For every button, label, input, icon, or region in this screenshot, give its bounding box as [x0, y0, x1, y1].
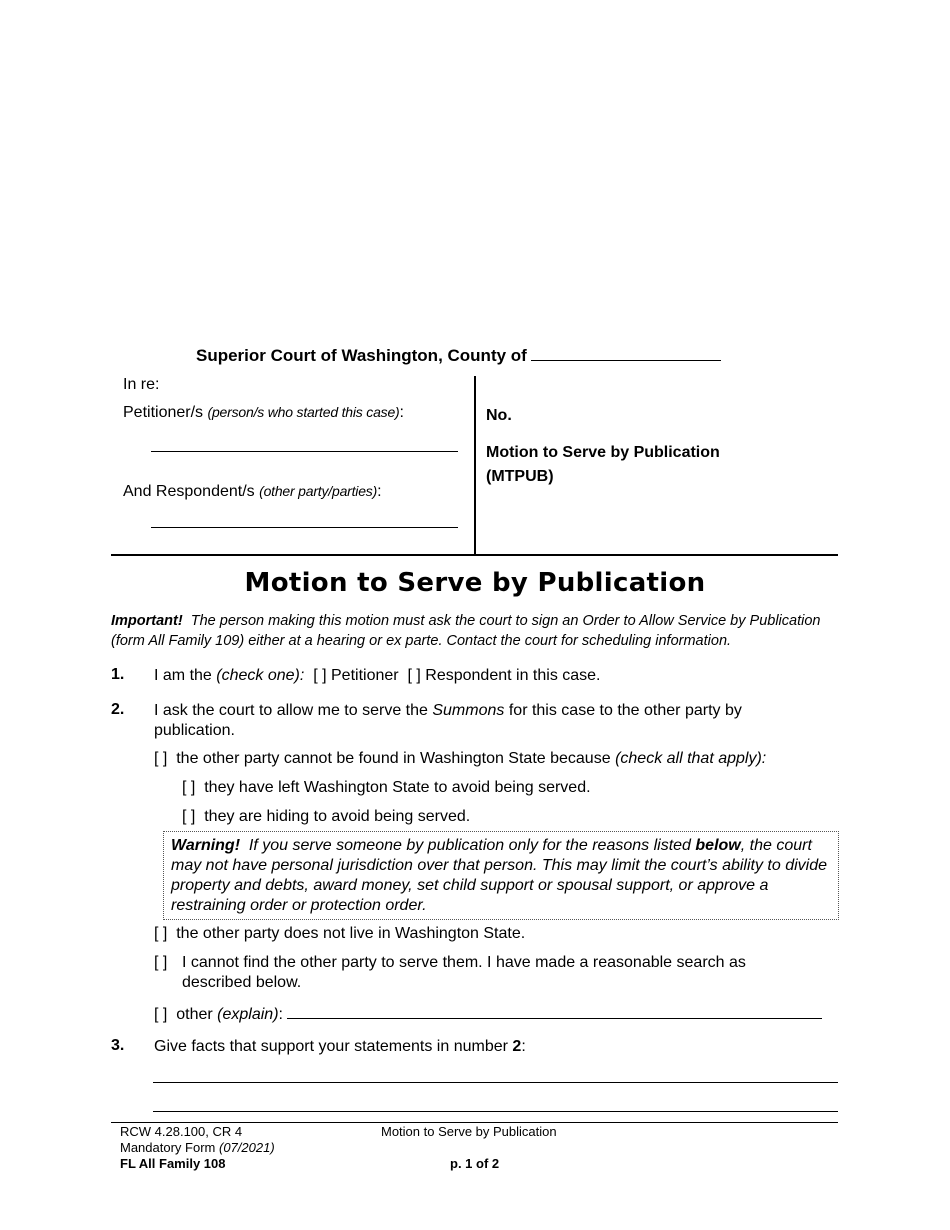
petitioner-label: Petitioner/s (person/s who started this case): — [123, 404, 404, 421]
facts-line-2[interactable] — [153, 1111, 838, 1112]
item-1-number: 1. — [111, 666, 125, 683]
not-live-checkbox[interactable]: [ ] — [154, 925, 168, 942]
item-3-number: 3. — [111, 1037, 125, 1054]
petitioner-note: (person/s who started this case) — [207, 404, 400, 420]
footer-rule — [111, 1122, 838, 1123]
item-2-number: 2. — [111, 701, 125, 718]
option-left-state: [ ] they have left Washington State to avoid being served. — [182, 779, 591, 796]
caption-bottom-rule — [111, 554, 838, 556]
facts-line-1[interactable] — [153, 1082, 838, 1083]
item-2-text: I ask the court to allow me to serve the Summons for this case to the other party by publication. — [154, 702, 742, 739]
option-cannot-find: [ ] I cannot find the other party to serve them. I have made a reasonable search as described below. — [154, 954, 746, 991]
petitioner-name-field[interactable] — [151, 451, 458, 452]
important-note: Important! The person making this motion must ask the court to sign an Order to Allow Service by Publication (form All Family 109) either at a hearing or ex parte. Contact the court for scheduling information. — [111, 613, 821, 649]
hiding-checkbox[interactable]: [ ] — [182, 808, 196, 825]
option-not-found: [ ] the other party cannot be found in Washington State because (check all that apply): — [154, 750, 767, 767]
other-checkbox[interactable]: [ ] — [154, 1006, 168, 1023]
page-number: p. 1 of 2 — [450, 1156, 500, 1171]
footer-title: Motion to Serve by Publication — [381, 1124, 557, 1139]
cannot-find-checkbox[interactable]: [ ] — [154, 954, 168, 971]
case-number-label: No. — [486, 407, 512, 424]
form-name: Motion to Serve by Publication (MTPUB) — [486, 444, 720, 485]
option-not-live: [ ] the other party does not live in Washington State. — [154, 925, 526, 942]
respondent-label: And Respondent/s (other party/parties): — [123, 483, 382, 500]
other-explain-field[interactable] — [287, 1002, 822, 1019]
item-1-text: I am the (check one): [ ] Petitioner [ ] Respondent in this case. — [154, 667, 601, 684]
respondent-note: (other party/parties) — [259, 483, 378, 499]
item-3-text: Give facts that support your statements in number 2: — [154, 1038, 526, 1055]
in-re-label: In re: — [123, 376, 160, 393]
option-other: [ ] other (explain): — [154, 1002, 822, 1025]
respondent-name-field[interactable] — [151, 527, 458, 528]
footer-left: RCW 4.28.100, CR 4 Mandatory Form (07/2021) FL All Family 108 — [120, 1124, 275, 1171]
left-state-checkbox[interactable]: [ ] — [182, 779, 196, 796]
caption-divider — [474, 376, 476, 556]
warning-box: Warning! If you serve someone by publication only for the reasons listed below, the court may not have personal jurisdiction over that person. This may limit the court’s ability to divide property and debts, award money, set child support or spousal support, or approve a restraining order or protection order. — [163, 831, 839, 920]
petitioner-checkbox[interactable]: [ ] — [313, 667, 327, 684]
page-title: Motion to Serve by Publication — [244, 568, 706, 598]
not-found-checkbox[interactable]: [ ] — [154, 750, 168, 767]
respondent-checkbox[interactable]: [ ] — [407, 667, 421, 684]
option-hiding: [ ] they are hiding to avoid being served. — [182, 808, 471, 825]
court-title: Superior Court of Washington, County of — [196, 344, 721, 366]
county-field[interactable] — [531, 344, 721, 361]
